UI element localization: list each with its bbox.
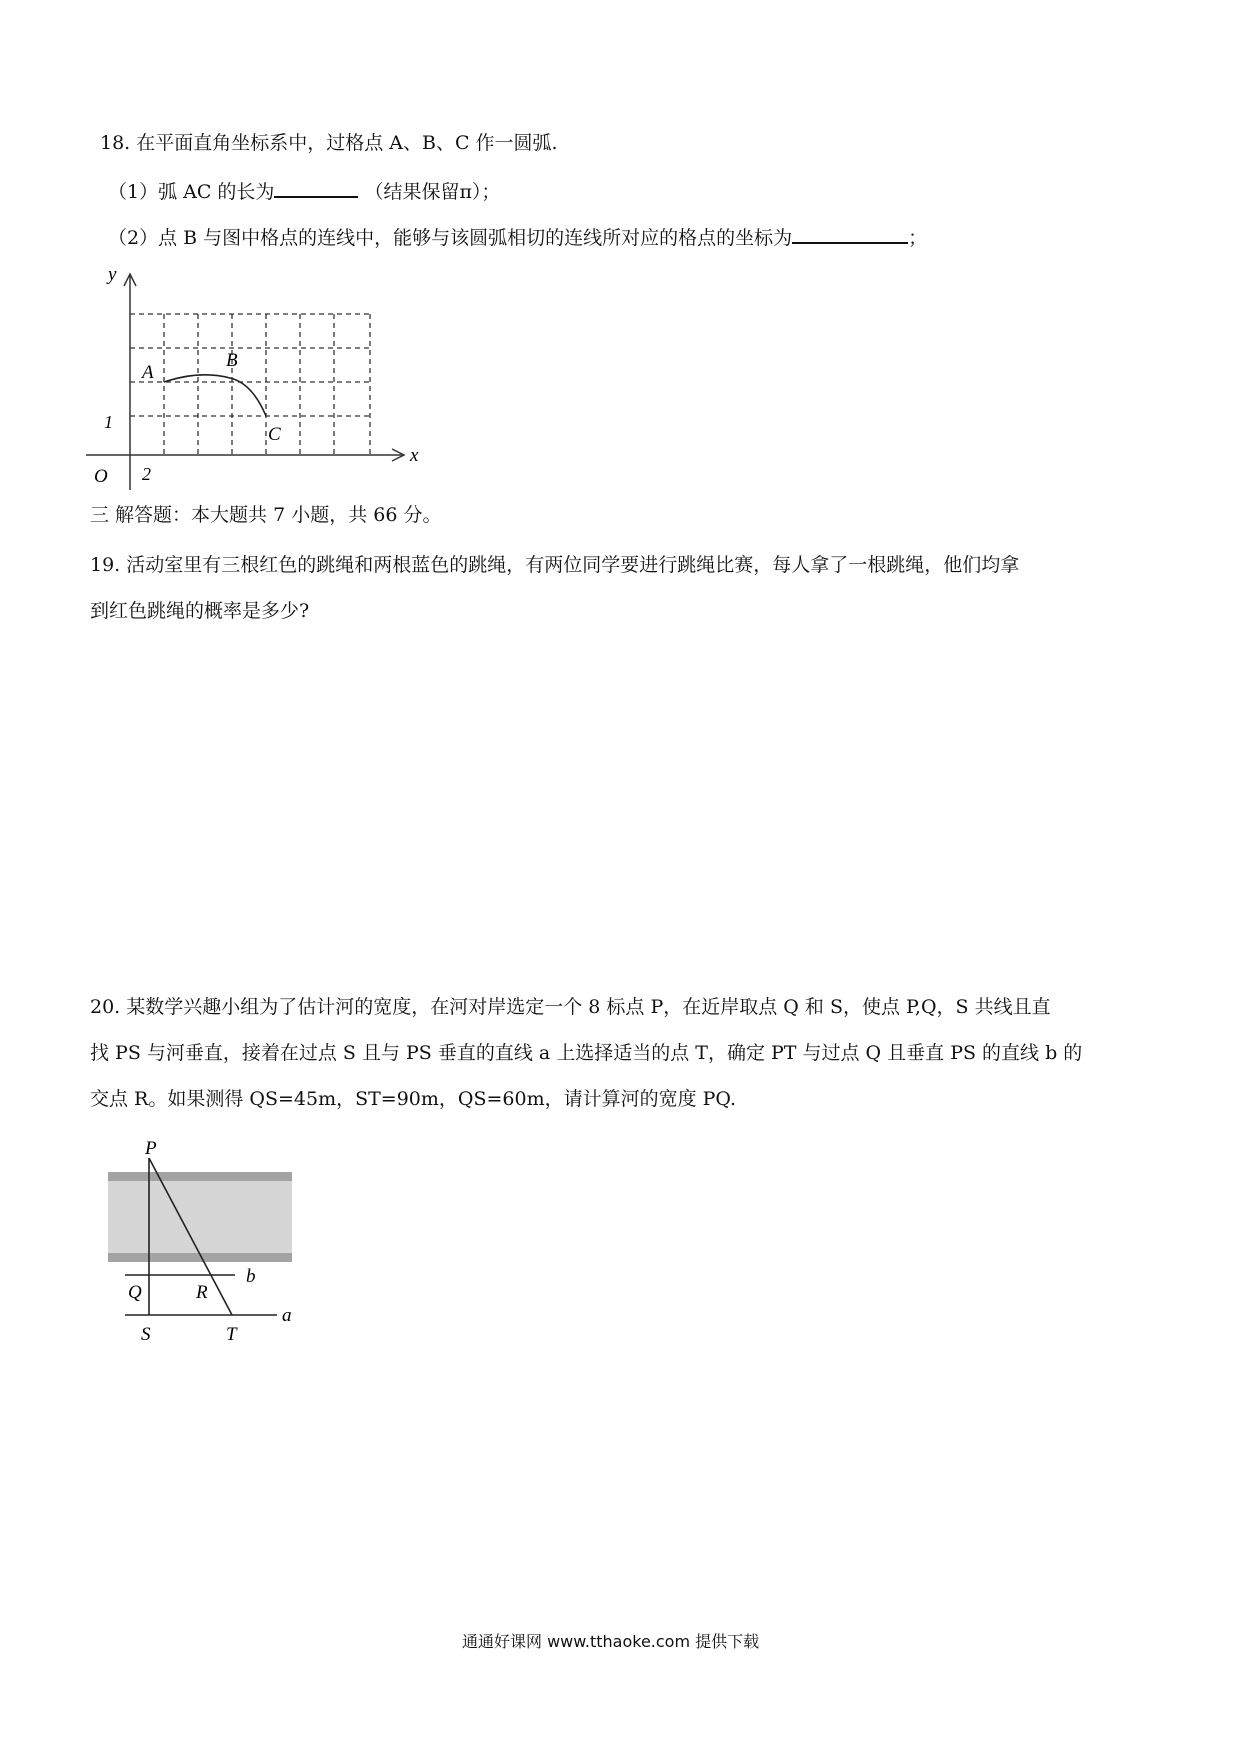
q18-part1 [108, 178, 500, 204]
q18-coordinate-figure [80, 250, 420, 490]
river-far-bank [108, 1172, 292, 1181]
fig-label-two: 2 [142, 464, 151, 484]
fig-label-c: C [268, 424, 281, 445]
q20-line1: 20. 某数学兴趣小组为了估计河的宽度，在河对岸选定一个 8 标点 P，在近岸取点 Q 和 S，使点 P,Q，S 共线且直 [90, 996, 1051, 1018]
section-three-heading: 三 解答题：本大题共 7 小题，共 66 分。 [90, 504, 442, 526]
fig-label-b-line: b [246, 1266, 256, 1287]
q18-answer-blank-2[interactable] [792, 224, 908, 244]
q18-part2 [108, 224, 927, 250]
fig-label-origin: O [94, 466, 108, 487]
fig-label-one: 1 [104, 412, 113, 432]
fig-label-x: x [410, 445, 419, 466]
arc-abc [164, 375, 266, 416]
fig-label-t: T [226, 1324, 237, 1345]
fig-label-q: Q [128, 1282, 142, 1303]
fig-label-a: A [142, 362, 154, 383]
q20-line2: 找 PS 与河垂直，接着在过点 S 且与 PS 垂直的直线 a 上选择适当的点 T，确定 PT 与过点 Q 且垂直 PS 的直线 b 的 [90, 1042, 1083, 1064]
page-footer: 通通好课网 www.tthaoke.com 提供下载 [462, 1632, 760, 1651]
fig-label-p: P [145, 1138, 157, 1159]
river-band [108, 1172, 292, 1262]
q18-part2-prefix: （2）点 B 与图中格点的连线中，能够与该圆弧相切的连线所对应的格点的坐标为 [108, 227, 793, 249]
q20-river-figure [100, 1132, 340, 1352]
q18-part2-suffix: ； [908, 227, 928, 249]
q20-line3: 交点 R。如果测得 QS=45m，ST=90m，QS=60m，请计算河的宽度 PQ. [90, 1088, 737, 1110]
q18-answer-blank-1[interactable] [274, 178, 358, 198]
q18-stem: 18. 在平面直角坐标系中，过格点 A、B、C 作一圆弧. [100, 132, 558, 154]
q18-part1-suffix: （结果保留π）； [364, 181, 501, 203]
q19-line1: 19. 活动室里有三根红色的跳绳和两根蓝色的跳绳，有两位同学要进行跳绳比赛，每人拿了一根跳绳，他们均拿 [90, 554, 1020, 576]
q18-part1-prefix: （1）弧 AC 的长为 [108, 181, 275, 203]
fig-label-b: B [226, 350, 238, 371]
fig-label-s: S [141, 1324, 151, 1345]
fig-label-y: y [108, 264, 117, 285]
q19-line2: 到红色跳绳的概率是多少? [90, 600, 310, 622]
fig-label-r: R [196, 1282, 208, 1303]
fig-label-a-line: a [282, 1305, 292, 1326]
